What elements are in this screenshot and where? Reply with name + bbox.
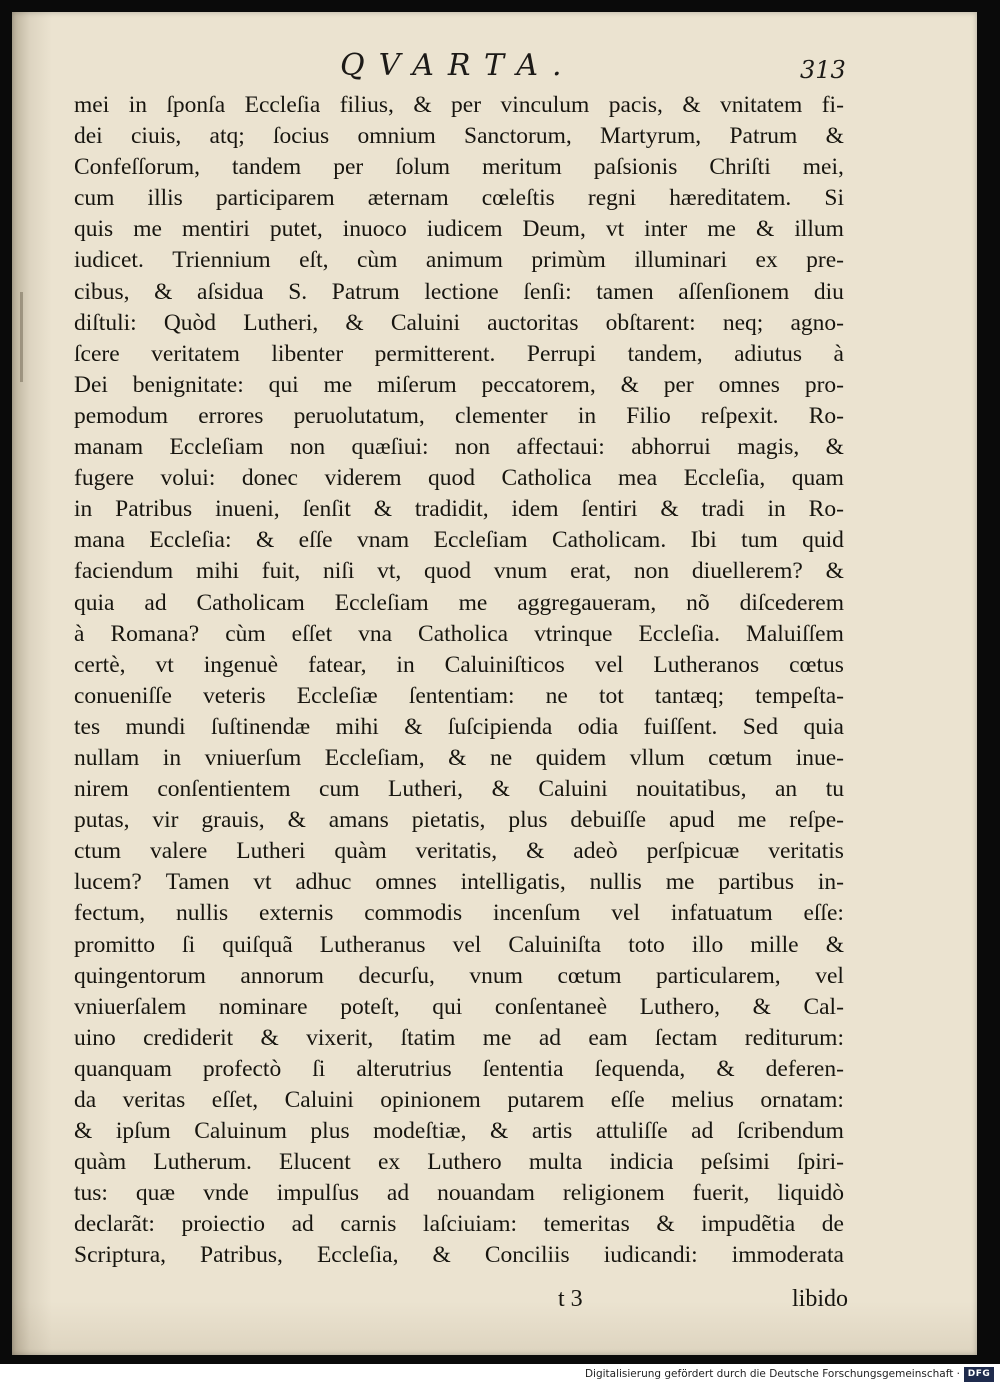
text-line: mana Eccleſia: & eſſe vnam Eccleſiam Catholicam. Ibi tum quid bbox=[74, 527, 844, 554]
text-line: tes mundi ſuſtinendæ mihi & ſuſcipienda odia fuiſſent. Sed quia bbox=[74, 713, 844, 740]
signature-mark: t 3 bbox=[558, 1286, 583, 1312]
gutter-shadow bbox=[20, 292, 23, 382]
text-line: ſcere veritatem libenter permitterent. Perrupi tandem, adiutus à bbox=[74, 340, 844, 367]
text-line: lucem? Tamen vt adhuc omnes intelligatis, nullis me partibus in- bbox=[74, 869, 844, 896]
text-line: cibus, & aſsidua S. Patrum lectione ſenſi: tamen aſſenſionem diu bbox=[74, 278, 844, 305]
text-line: in Patribus inueni, ſenſit & tradidit, idem ſentiri & tradi in Ro- bbox=[74, 496, 844, 523]
text-line: à Romana? cùm eſſet vna Catholica vtrinque Eccleſia. Maluiſſem bbox=[74, 620, 844, 647]
catchword: libido bbox=[791, 1286, 848, 1312]
text-line: certè, vt ingenuè fatear, in Caluiniſticos vel Lutheranos cœtus bbox=[74, 651, 844, 678]
text-line: Confeſſorum, tandem per ſolum meritum paſsionis Chriſti mei, bbox=[74, 154, 844, 181]
text-line: da veritas eſſet, Caluini opinionem putarem eſſe melius ornatam: bbox=[74, 1087, 844, 1113]
text-line: quanquam profectò ſi alterutrius ſententia ſequenda, & deferen- bbox=[74, 1055, 844, 1082]
text-line: conueniſſe veteris Eccleſiæ ſententiam: ne tot tantæq; tempeſta- bbox=[74, 682, 844, 709]
credit-text: Digitalisierung gefördert durch die Deutsche Forschungsgemeinschaft · bbox=[584, 1368, 960, 1380]
page-number: 313 bbox=[800, 56, 846, 84]
text-line: iudicet. Triennium eſt, cùm animum primùm illuminari ex pre- bbox=[74, 247, 844, 274]
dfg-logo-icon: DFG bbox=[964, 1367, 994, 1382]
text-line: ctum valere Lutheri quàm veritatis, & adeò perſpicuæ veritatis bbox=[74, 838, 844, 865]
text-line: Dei benignitate: qui me miſerum peccatorem, & per omnes pro- bbox=[74, 371, 844, 398]
text-line: uino crediderit & vixerit, ſtatim me ad eam ſectam rediturum: bbox=[74, 1024, 844, 1051]
text-line: faciendum mihi fuit, niſi vt, quod vnum erat, non diuellerem? & bbox=[74, 558, 844, 585]
text-line: fectum, nullis externis commodis incenſum vel infatuatum eſſe: bbox=[74, 900, 844, 927]
text-line: promitto ſi quiſquã Lutheranus vel Caluiniſta toto illo mille & bbox=[74, 931, 844, 958]
body-text bbox=[74, 90, 844, 1272]
text-line: & ipſum Caluinum plus modeſtiæ, & artis attuliſſe ad ſcribendum bbox=[74, 1118, 844, 1145]
text-line: dei ciuis, atq; ſocius omnium Sanctorum, Martyrum, Patrum & bbox=[74, 123, 844, 150]
text-line: fugere volui: donec viderem quod Catholica mea Eccleſia, quam bbox=[74, 465, 844, 492]
text-line: quingentorum annorum decurſu, vnum cœtum particularem, vel bbox=[74, 962, 844, 989]
credit-bar bbox=[0, 1364, 1000, 1387]
text-line: mei in ſponſa Eccleſia filius, & per vinculum pacis, & vnitatem fi- bbox=[74, 92, 844, 118]
text-line: diſtuli: Quòd Lutheri, & Caluini auctoritas obſtarent: neq; agno- bbox=[74, 309, 844, 336]
text-line: putas, vir grauis, & amans pietatis, plus debuiſſe apud me reſpe- bbox=[74, 807, 844, 834]
text-line: manam Eccleſiam non quæſiui: non affectaui: abhorrui magis, & bbox=[74, 434, 844, 461]
text-line: nullam in vniuerſum Eccleſiam, & ne quidem vllum cœtum inue- bbox=[74, 744, 844, 771]
text-line: declarãt: proiectio ad carnis laſciuiam: temeritas & impudẽtia de bbox=[74, 1211, 844, 1238]
text-line: vniuerſalem nominare poteſt, qui conſentaneè Luthero, & Cal- bbox=[74, 993, 844, 1020]
text-line: quia ad Catholicam Eccleſiam me aggregaueram, nõ diſcederem bbox=[74, 589, 844, 616]
running-head: QVARTA. bbox=[340, 48, 576, 83]
text-line: quis me mentiri putet, inuoco iudicem Deum, vt inter me & illum bbox=[74, 216, 844, 243]
text-line: pemodum errores peruolutatum, clementer in Filio reſpexit. Ro- bbox=[74, 402, 844, 429]
text-line: Scriptura, Patribus, Eccleſia, & Conciliis iudicandi: immoderata bbox=[74, 1242, 844, 1269]
text-line: nirem conſentientem cum Lutheri, & Caluini nouitatibus, an tu bbox=[74, 776, 844, 803]
text-line: tus: quæ vnde impulſus ad nouandam religionem fuerit, liquidò bbox=[74, 1180, 844, 1207]
text-line: quàm Lutherum. Elucent ex Luthero multa indicia peſsimi ſpiri- bbox=[74, 1149, 844, 1176]
text-line: cum illis participarem æternam cœleſtis regni hæreditatem. Si bbox=[74, 185, 844, 212]
